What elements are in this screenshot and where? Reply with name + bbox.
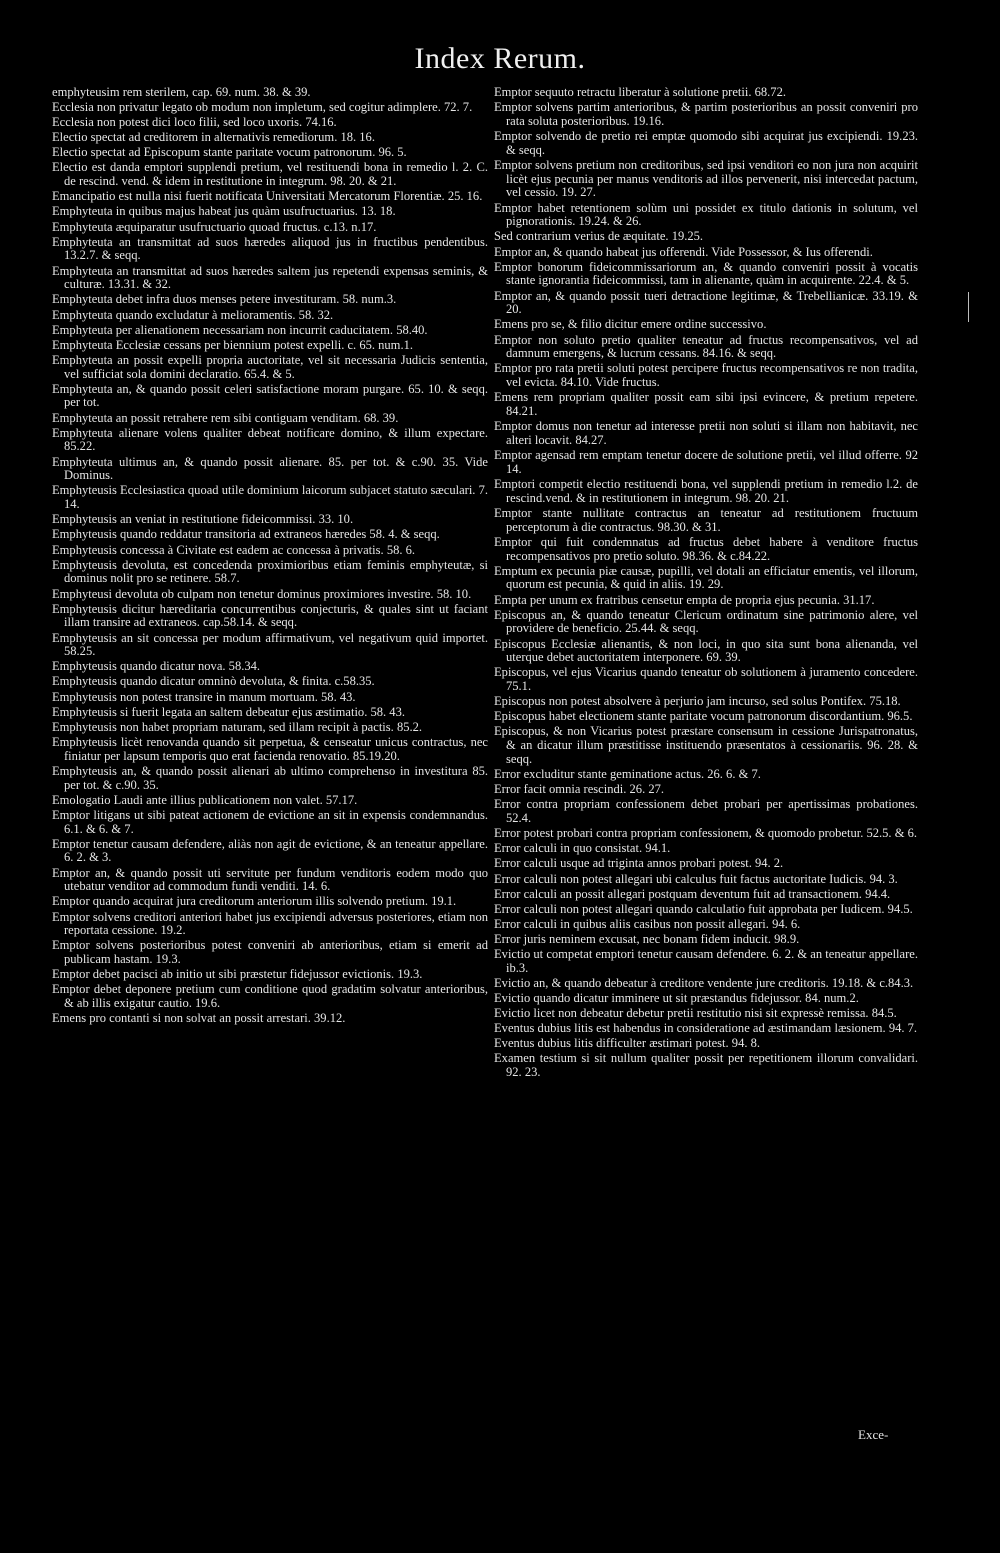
index-entry: Emptor qui fuit condemnatus ad fructus debet habere à venditore fructus recompensativos pro pretio soluto. 98.36. & c.84.22. [494, 534, 918, 563]
index-entry: Emphyteusis concessa à Civitate est eadem ac concessa à privatis. 58. 6. [52, 542, 416, 557]
index-entry: Emptor sequuto retractu liberatur à solutione pretii. 68.72. [494, 85, 786, 99]
index-entry: Emphyteuta debet infra duos menses petere investituram. 58. num.3. [52, 292, 397, 307]
index-entry: Emptor stante nullitate contractus an teneatur ad restitutionem fructuum perceptorum à die contractus. 98.30. & 31. [494, 505, 918, 534]
index-entry: Emptor habet retentionem solùm uni possidet ex titulo dationis in solutum, vel pignorationis. 19.24. & 26. [494, 200, 918, 229]
index-entry: Emphyteuta Ecclesiæ cessans per biennium potest expelli. c. 65. num.1. [52, 337, 413, 352]
index-entry: Error calculi in quibus aliis casibus non possit allegari. 94. 6. [494, 916, 801, 931]
index-entry: Electio spectat ad creditorem in alternativis remediorum. 18. 16. [52, 130, 375, 145]
index-entry: Emptor solvens pretium non creditoribus, sed ipsi venditori eo non jura non acquirit licèt ejus pecunia per manus venditoris ad illos pervenerit, nisi intercedat pactum, vel cessio. 19. 27. [494, 157, 918, 200]
index-entry: Episcopus an, & quando teneatur Clericum ordinatum sine patrimonio alere, vel providere de beneficio. 25.44. & seqq. [494, 607, 918, 636]
index-entry: Emphyteusi devoluta ob culpam non tenetur dominus proximiores investire. 58. 10. [52, 586, 472, 601]
index-entry: Error calculi an possit allegari postquam deventum fuit ad transactionem. 94.4. [494, 886, 891, 901]
index-entry: Emphyteusis quando reddatur transitoria ad extraneos hæredes 58. 4. & seqq. [52, 527, 440, 542]
index-entry: Error calculi in quo consistat. 94.1. [494, 841, 671, 856]
index-entry: Ecclesia non privatur legato ob modum non impletum, sed cogitur adimplere. 72. 7. [52, 100, 473, 115]
index-entry: Emphyteusis non potest transire in manum mortuam. 58. 43. [52, 689, 356, 704]
index-entry: Emphyteusis Ecclesiastica quoad utile dominium laicorum subjacet statuto sæculari. 7. 14. [52, 483, 488, 512]
index-entry: Emphyteusis an sit concessa per modum affirmativum, vel negativum quid importet. 58.25. [52, 630, 488, 659]
index-entry: Sed contrarium verius de æquitate. 19.25. [494, 229, 704, 244]
index-entry: Emphyteusis quando dicatur omninò devoluta, & finita. c.58.35. [52, 674, 375, 689]
index-entry: Emphyteuta an, & quando possit celeri satisfactione moram purgare. 65. 10. & seqq. per tot. [52, 381, 488, 410]
index-entry: Emphyteusis devoluta, est concedenda proximioribus etiam feminis emphyteutæ, si dominus nolit pro se retinere. 58.7. [52, 557, 488, 586]
index-entry: Examen testium si sit nullum qualiter possit per repetitionem illorum convalidari. 92. 23. [494, 1051, 918, 1080]
index-entry: Emptor solvens partim anterioribus, & partim posterioribus an possit conveniri pro rata soluta posterioribus. 19.16. [494, 100, 918, 128]
index-entry: Emphyteuta an transmittat ad suos hæredes saltem jus repetendi expensas seminis, & culturæ. 13.31. & 32. [52, 263, 488, 292]
index-entry: Eventus dubius litis difficulter æstimari potest. 94. 8. [494, 1036, 761, 1051]
index-entry: Emphyteuta per alienationem necessariam non incurrit caducitatem. 58.40. [52, 322, 428, 337]
index-entry: Emptor an, & quando possit tueri detractione legitimæ, & Trebellianicæ. 33.19. & 20. [494, 288, 918, 317]
index-entry: Error juris neminem excusat, nec bonam fidem inducit. 98.9. [494, 931, 800, 946]
index-entry: Emphyteuta in quibus majus habeat jus quàm usufructuarius. 13. 18. [52, 204, 396, 219]
index-entry: Emptor an, & quando habeat jus offerendi. Vide Possessor, & Ius offerendi. [494, 244, 873, 259]
index-entry: Emologatio Laudi ante illius publicationem non valet. 57.17. [52, 792, 358, 807]
index-column-left [52, 86, 488, 1027]
index-entry: emphyteusim rem sterilem, cap. 69. num. 38. & 39. [52, 85, 311, 99]
index-entry: Emptor pro rata pretii soluti potest percipere fructus recompensativos re non tradita, vel evicta. 84.10. Vide fructus. [494, 361, 918, 390]
index-entry: Error facit omnia rescindi. 26. 27. [494, 782, 665, 797]
index-entry: Evictio licet non debeatur debetur pretii restitutio nisi sit expressè remissa. 84.5. [494, 1006, 897, 1021]
index-entry: Ecclesia non potest dici loco filii, sed loco uxoris. 74.16. [52, 115, 337, 130]
index-entry: Emphyteusis dicitur hæreditaria concurrentibus conjecturis, & quales sint ut faciant illam transire ad extraneos. cap.58.14. & seqq. [52, 601, 488, 630]
index-entry: Electio spectat ad Episcopum stante paritate vocum patronorum. 96. 5. [52, 145, 407, 160]
index-entry: Error potest probari contra propriam confessionem, & quomodo probetur. 52.5. & 6. [494, 826, 918, 841]
index-entry: Emancipatio est nulla nisi fuerit notificata Universitati Mercatorum Florentiæ. 25. 16. [52, 189, 483, 204]
index-entry: Emphyteusis quando dicatur nova. 58.34. [52, 659, 261, 674]
index-entry: Emptor tenetur causam defendere, aliàs non agit de evictione, & an teneatur appellare. 6. 2. & 3. [52, 836, 488, 865]
index-entry: Evictio an, & quando debeatur à creditore vendente jure creditoris. 19.18. & c.84.3. [494, 975, 914, 990]
index-entry: Evictio ut competat emptori tenetur causam defendere. 6. 2. & an teneatur appellare. ib.3. [494, 947, 918, 975]
index-entry: Emphyteuta æquiparatur usufructuario quoad fructus. c.13. n.17. [52, 219, 377, 234]
index-entry: Emphyteuta an transmittat ad suos hæredes aliquod jus in fructibus pendentibus. 13.2.7. & seqq. [52, 234, 488, 263]
index-entry: Emphyteusis an veniat in restitutione fideicommissi. 33. 10. [52, 512, 354, 527]
index-entry: Error calculi non potest allegari ubi calculus fuit factus auctoritate Iudicis. 94. 3. [494, 871, 898, 886]
index-entry: Episcopus, vel ejus Vicarius quando teneatur ob solutionem à juramento concedere. 75.1. [494, 665, 918, 694]
index-entry: Emens rem propriam qualiter possit eam sibi ipsi evincere, & pretium repetere. 84.21. [494, 390, 918, 419]
index-column-right [494, 86, 918, 1081]
index-entry: Emphyteuta ultimus an, & quando possit alienare. 85. per tot. & c.90. 35. Vide Dominus. [52, 454, 488, 483]
index-entry: Electio est danda emptori supplendi pretium, vel restituendi bona in remedio l. 2. C. de rescind. vend. & idem in restitutione in integrum. 98. 20. & 21. [52, 160, 488, 189]
index-entry: Emptor an, & quando possit uti servitute per fundum venditoris eodem modo quo utebatur venditor ad commodum fundi venditi. 14. 6. [52, 865, 488, 894]
index-entry: Emphyteuta quando excludatur à melioramentis. 58. 32. [52, 307, 334, 322]
index-entry: Emphyteuta an possit expelli propria auctoritate, vel sit necessaria Judicis sententia, vel sufficiat sola domini declaratio. 65.4. & 5. [52, 352, 488, 381]
index-entry: Episcopus non potest absolvere à perjurio jam incurso, sed solus Pontifex. 75.18. [494, 694, 901, 709]
index-entry: Evictio quando dicatur imminere ut sit præstandus fidejussor. 84. num.2. [494, 990, 859, 1005]
index-entry: Emphyteusis non habet propriam naturam, sed illam recipit à pactis. 85.2. [52, 719, 423, 734]
index-entry: Emptor bonorum fideicommissariorum an, & quando conveniri possit à vocatis stante ignorantia fideicommissi, tam in alienante, quàm in acquirente. 22.4. & 5. [494, 259, 918, 288]
margin-mark [968, 292, 969, 322]
index-entry: Emptor quando acquirat jura creditorum anteriorum illis solvendo pretium. 19.1. [52, 894, 457, 909]
index-entry: Emphyteuta an possit retrahere rem sibi contiguam venditam. 68. 39. [52, 410, 399, 425]
catchword: Exce- [858, 1427, 889, 1442]
index-entry: Emptor non soluto pretio qualiter teneatur ad fructus recompensativos, vel ad damnum emergens, & lucrum cessans. 84.16. & seqq. [494, 332, 918, 361]
index-entry: Episcopus Ecclesiæ alienantis, & non loci, in quo sita sunt bona alienanda, vel uterque debet auctoritatem interponere. 69. 39. [494, 636, 918, 665]
index-entry: Emptor agensad rem emptam tenetur docere de solutione pretii, vel illud offerre. 92 14. [494, 448, 918, 476]
index-entry: Empta per unum ex fratribus censetur empta de propria ejus pecunia. 31.17. [494, 592, 875, 607]
index-entry: Emptori competit electio restituendi bona, vel supplendi pretium in remedio l.2. de rescind.vend. & in restitutionem in integrum. 98. 20. 21. [494, 476, 918, 505]
index-entry: Emptor solvens posterioribus potest conveniri ab anterioribus, etiam si emerit ad publicam hastam. 19.3. [52, 938, 488, 967]
index-entry: Emphyteusis licèt renovanda quando sit perpetua, & censeatur unicus contractus, nec finiatur per lapsum temporis quo erat facienda renovatio. 85.19.20. [52, 734, 488, 763]
index-entry: Emptor domus non tenetur ad interesse pretii non soluti si illam non habitavit, nec alteri locavit. 84.27. [494, 419, 918, 447]
index-entry: Emptor debet pacisci ab initio ut sibi præstetur fidejussor evictionis. 19.3. [52, 967, 423, 982]
index-entry: Error contra propriam confessionem debet probari per apertissimas probationes. 52.4. [494, 797, 918, 826]
index-entry: Eventus dubius litis est habendus in consideratione ad æstimandam læsionem. 94. 7. [494, 1021, 918, 1036]
index-entry: Emphyteusis si fuerit legata an saltem debeatur ejus æstimatio. 58. 43. [52, 704, 405, 719]
index-entry: Emphyteusis an, & quando possit alienari ab ultimo comprehenso in investitura 85. per tot. & c.90. 35. [52, 763, 488, 792]
index-entry: Emptor litigans ut sibi pateat actionem de evictione an sit in expensis condemnandus. 6.1. & 6. & 7. [52, 807, 488, 836]
index-entry: Emptor debet deponere pretium cum conditione quod gradatim solvatur anterioribus, & ab illis exigatur cautio. 19.6. [52, 982, 488, 1011]
index-entry: Error excluditur stante geminatione actus. 26. 6. & 7. [494, 767, 761, 782]
page-title: Index Rerum. [414, 42, 586, 75]
index-entry: Emptor solvens creditori anteriori habet jus excipiendi adversus posteriores, etiam non reportata cessione. 19.2. [52, 909, 488, 938]
index-entry: Emens pro se, & filio dicitur emere ordine successivo. [494, 317, 767, 332]
index-entry: Emphyteuta alienare volens qualiter debeat notificare domino, & illum expectare. 85.22. [52, 425, 488, 454]
index-entry: Error calculi non potest allegari quando calculatio fuit approbata per Iudicem. 94.5. [494, 901, 913, 916]
index-entry: Error calculi usque ad triginta annos probari potest. 94. 2. [494, 856, 784, 871]
index-entry: Emens pro contanti si non solvat an possit arrestari. 39.12. [52, 1011, 346, 1026]
index-entry: Emptor solvendo de pretio rei emptæ quomodo sibi acquirat jus excipiendi. 19.23. & seqq. [494, 128, 918, 157]
index-entry: Emptum ex pecunia piæ causæ, pupilli, vel dotali an efficiatur ementis, vel illorum, quorum est pecunia, & quid in aliis. 19. 29. [494, 563, 918, 592]
index-entry: Episcopus, & non Vicarius potest præstare consensum in cessione Jurispatronatus, & an dicatur illum præstitisse instituendo præsentatos à cessionariis. 96. 28. & seqq. [494, 724, 918, 767]
index-entry: Episcopus habet electionem stante paritate vocum patronorum discordantium. 96.5. [494, 709, 913, 724]
